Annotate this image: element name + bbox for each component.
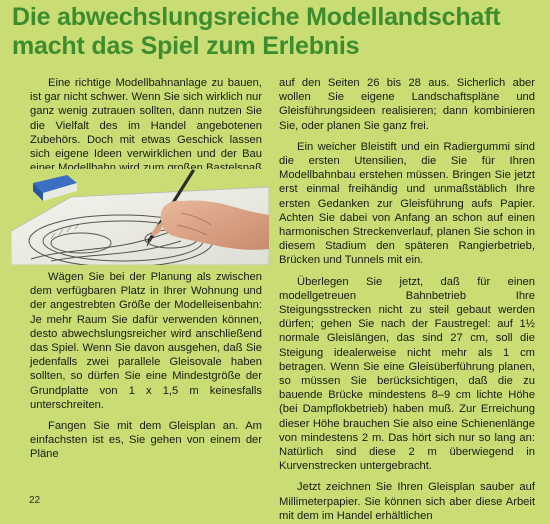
page-number: 22: [29, 495, 41, 506]
left-column-lower: [30, 270, 262, 462]
left-paragraph-1: Eine richtige Modellbahnanlage zu bauen, ist gar nicht schwer. Wenn Sie sich wirklich nur ganz wenig zutrauen sollten, dann nutzen Sie die Vielfalt des im Handel angebotenen Zubehörs. Doch mit etwas Geschick lassen sich eigene Ideen verwirklichen und der Bau: [30, 77, 262, 161]
headline-line-2: macht das Spiel zum Erlebnis: [12, 32, 360, 60]
right-paragraph-2: Ein weicher Bleistift und ein Radiergummi sind die ersten Utensilien, die Sie für Ihren Modellbahnbau erstehen müssen. Bringen Sie jetzt erst einmal freihändig und unmaßstäblich Ihre ersten Gedanken zur Gleisführung aufs Papier. Achten Sie dabei von Anfang an schon auf einen harmonischen Streckenverlauf, planen Sie schon in diesem Stadium den späteren Rangierbetrieb, Brücken und Tunnels mit ein.: [279, 140, 535, 267]
headline-line-1: Die abwechslungsreiche Modellandschaft: [12, 3, 501, 31]
right-column: [279, 76, 535, 523]
page-headline: [12, 3, 542, 61]
left-paragraph-3: Fangen Sie mit dem Gleisplan an. Am einfachsten ist es, Sie gehen von einem der Pläne: [30, 420, 262, 461]
hand-drawing-track-plan-illustration: [11, 169, 269, 265]
right-paragraph-3: Überlegen Sie jetzt, daß für einen modellgetreuen Bahnbetrieb Ihre Steigungsstrecken nicht zu steil gebaut werden dürfen; gehen Sie nach der Faustregel: auf 1½ normale Gleislängen, das sind 27 cm, soll die Steigung idealerweise nicht mehr als 1 cm betragen. Wenn Sie eine Gleisüberführung planen, so müssen Sie berücksichtigen, daß die zu bauende Brücke mindestens 8–9 cm lichte Höhe (bei Dampflokbetrieb) haben muß. Zur Erreichung dieser Höhe brauchen Sie also eine Schienenlänge von mindestens 2 m. Das hört sich nur so lang an: Natürlich sind diese 2 m überwiegend in Kurvenstrecken untergebracht.: [279, 275, 535, 473]
right-paragraph-1: auf den Seiten 26 bis 28 aus. Sicherlich aber wollen Sie eigene Landschaftspläne und Gleisführungsideen realisieren; dann kombinieren Sie, oder planen Sie ganz frei.: [279, 77, 535, 132]
right-paragraph-4: Jetzt zeichnen Sie Ihren Gleisplan sauber auf Millimeterpapier. Sie können sich aber diese Arbeit mit dem im Handel erhältlichen: [279, 481, 535, 522]
left-paragraph-2: Wägen Sie bei der Planung als zwischen dem verfügbaren Platz in Ihrer Wohnung und der angestrebten Größe der Modelleisenbahn: Je mehr Raum Sie dafür verwenden können, desto abwechslungsreicher wird anschließend das Spiel. Wenn Sie davon ausgehen, daß Sie jedenfalls zwei parallele Gleisovale haben sollten, so dürfen Sie eine Mindestgröße der Grundplatte von 1 x 1,5 m keinesfalls unterschreiten.: [30, 271, 262, 411]
